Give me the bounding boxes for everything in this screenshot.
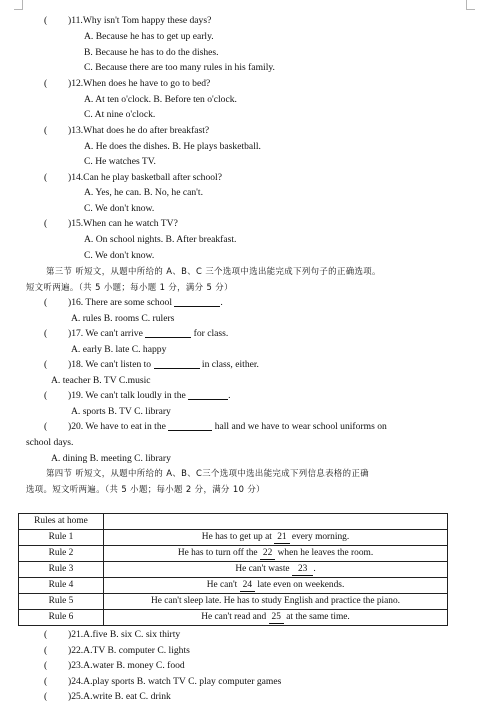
rule-label: Rule 1 — [19, 530, 104, 546]
question-tail: hall and we have to wear school uniforms on — [214, 421, 387, 432]
option-line: A. sports B. TV C. library — [71, 406, 171, 417]
answer-blank[interactable]: 22 — [260, 547, 275, 560]
answer-blank[interactable]: 25 — [269, 611, 284, 624]
fill-blank[interactable] — [145, 326, 191, 338]
answer-blank[interactable]: 21 — [274, 531, 289, 544]
question-stem: )15.When can he watch TV? — [68, 218, 178, 229]
fill-blank[interactable] — [174, 295, 220, 307]
question-22: ( )22.A.TV B. computer C. lights — [44, 643, 190, 659]
table-row — [19, 578, 448, 594]
table-header: Rules at home — [19, 514, 104, 530]
option-line: A. On school nights. B. After breakfast. — [84, 234, 237, 245]
option-line: A. At ten o'clock. B. Before ten o'clock. — [84, 94, 237, 105]
question-stem: )20. We have to eat in the — [68, 421, 166, 432]
answer-paren[interactable]: ( — [44, 629, 48, 640]
question-11 — [44, 13, 211, 29]
question-stem: )12.When does he have to go to bed? — [68, 78, 211, 89]
option-line: B. Because he has to do the dishes. — [84, 47, 219, 58]
option-line: C. He watches TV. — [84, 156, 156, 167]
answer-paren[interactable]: ( — [44, 78, 48, 89]
table-header-row — [19, 514, 448, 530]
section3-instruction-cont: 短文听两遍。（共 5 小题；每小题 1 分，满分 5 分） — [26, 282, 233, 292]
answer-paren[interactable]: ( — [44, 676, 48, 687]
answer-paren[interactable]: ( — [44, 218, 48, 229]
section4-instruction: 第四节 听短文，从题中所给的 A、B、C三个选项中选出能完成下列信息表格的正确 — [46, 468, 369, 478]
question-19: ( )19. We can't talk loudly in the . — [44, 388, 231, 404]
question-20 — [44, 419, 387, 435]
rule-label: Rule 3 — [19, 562, 104, 578]
rule-text: He has to get up at 21 every morning. — [104, 530, 448, 546]
fill-blank[interactable] — [188, 388, 228, 400]
answer-paren[interactable]: ( — [44, 125, 48, 136]
answer-blank[interactable]: 23 — [292, 563, 313, 576]
option-line: A. Because he has to get up early. — [84, 31, 214, 42]
rule-text: He can't read and 25 at the same time. — [104, 610, 448, 626]
question-13 — [44, 123, 209, 139]
option-line: A. He does the dishes. B. He plays basketball. — [84, 141, 261, 152]
section4-instruction-cont: 选项。短文听两遍。（共 5 小题；每小题 2 分，满分 10 分） — [26, 484, 265, 494]
option-line: A. dining B. meeting C. library — [51, 453, 171, 464]
question-tail: for class. — [193, 328, 229, 339]
answer-paren[interactable]: ( — [44, 359, 48, 370]
crop-mark-left — [22, 0, 23, 10]
option-line: A. early B. late C. happy — [71, 344, 167, 355]
question-25: ( )25.A.write B. eat C. drink — [44, 689, 171, 705]
question-18 — [44, 357, 259, 373]
question-12 — [44, 76, 210, 92]
table-row — [19, 594, 448, 610]
fill-blank[interactable] — [168, 419, 212, 431]
answer-paren[interactable]: ( — [44, 421, 48, 432]
answer-paren[interactable]: ( — [44, 328, 48, 339]
question-stem: )17. We can't arrive — [68, 328, 143, 339]
question-15 — [44, 216, 178, 232]
rule-label: Rule 5 — [19, 594, 104, 610]
answer-paren[interactable]: ( — [44, 660, 48, 671]
table-row — [19, 546, 448, 562]
fill-blank[interactable] — [154, 357, 200, 369]
question-16: ( )16. There are some school . — [44, 295, 223, 311]
answer-paren[interactable]: ( — [44, 15, 48, 26]
question-stem: )16. There are some school — [68, 297, 172, 308]
option-line: A. teacher B. TV C.music — [51, 375, 151, 386]
rule-label: Rule 2 — [19, 546, 104, 562]
question-17 — [44, 326, 228, 342]
question-stem: )14.Can he play basketball after school? — [68, 172, 222, 183]
question-stem: )13.What does he do after breakfast? — [68, 125, 210, 136]
option-line: C. We don't know. — [84, 250, 155, 261]
question-21: ( )21.A.five B. six C. six thirty — [44, 627, 180, 643]
question-stem: )11.Why isn't Tom happy these days? — [68, 15, 212, 26]
rule-text: He can't 24 late even on weekends. — [104, 578, 448, 594]
answer-blank[interactable]: 24 — [240, 579, 255, 592]
option-line: C. At nine o'clock. — [84, 109, 156, 120]
rule-text: He can't waste 23 . — [104, 562, 448, 578]
question-stem: )18. We can't listen to — [68, 359, 152, 370]
table-row — [19, 610, 448, 626]
question-24: ( )24.A.play sports B. watch TV C. play computer games — [44, 674, 281, 690]
rule-label: Rule 4 — [19, 578, 104, 594]
section3-instruction: 第三节 听短文，从题中所给的 A、B、C 三个选项中选出能完成下列句子的正确选项。 — [46, 266, 381, 276]
answer-paren[interactable]: ( — [44, 390, 48, 401]
question-tail: in class, either. — [201, 359, 259, 370]
answer-paren[interactable]: ( — [44, 691, 48, 702]
option-line: C. Because there are too many rules in his family. — [84, 62, 275, 73]
answer-paren[interactable]: ( — [44, 645, 48, 656]
rule-label: Rule 6 — [19, 610, 104, 626]
option-line: A. Yes, he can. B. No, he can't. — [84, 187, 203, 198]
rules-table — [18, 513, 448, 626]
rule-text: He can't sleep late. He has to study English and practice the piano. — [104, 594, 448, 610]
table-row — [19, 530, 448, 546]
question-14 — [44, 170, 222, 186]
option-line: A. rules B. rooms C. rulers — [71, 313, 175, 324]
option-line: C. We don't know. — [84, 203, 155, 214]
question-20-cont: school days. — [26, 437, 74, 448]
question-23: ( )23.A.water B. money C. food — [44, 658, 185, 674]
rule-text: He has to turn off the 22 when he leaves the room. — [104, 546, 448, 562]
answer-paren[interactable]: ( — [44, 172, 48, 183]
question-stem: )19. We can't talk loudly in the — [68, 390, 186, 401]
crop-mark-right — [466, 0, 467, 10]
answer-paren[interactable]: ( — [44, 297, 48, 308]
table-row — [19, 562, 448, 578]
